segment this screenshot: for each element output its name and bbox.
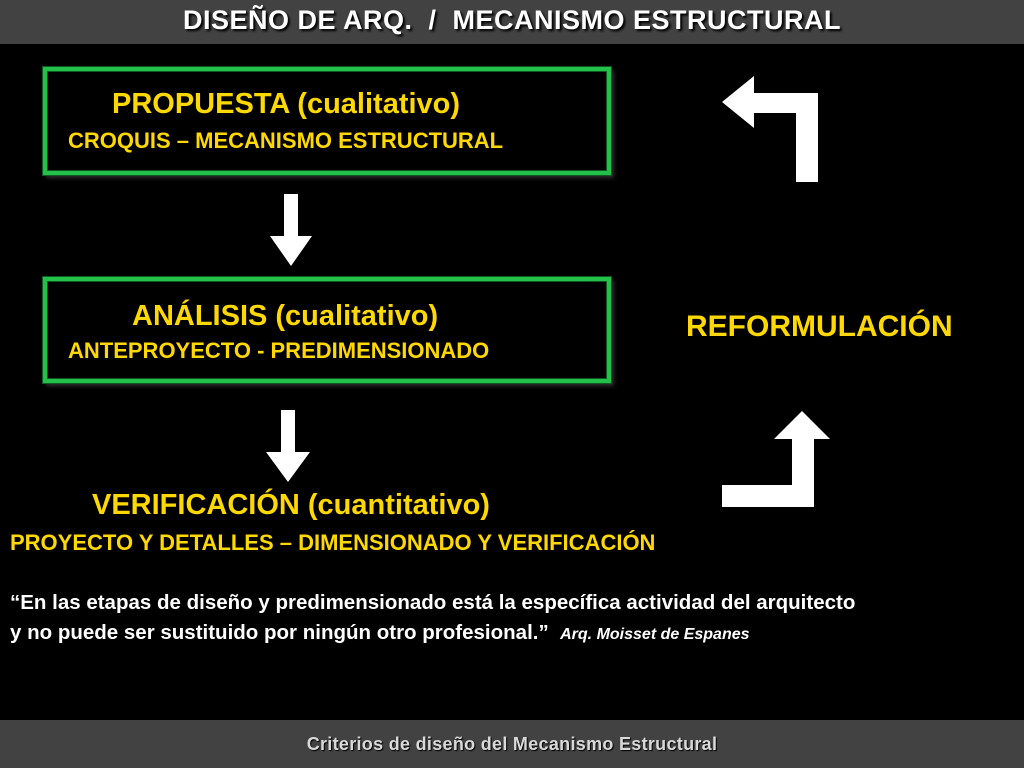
analisis-subtitle: ANTEPROYECTO - PREDIMENSIONADO — [68, 338, 490, 363]
analisis-title: ANÁLISIS (cualitativo) — [132, 300, 439, 332]
verificacion-title: VERIFICACIÓN (cuantitativo) — [92, 489, 490, 521]
quote-line-2-text: y no puede ser sustituido por ningún otro profesional.” — [10, 621, 549, 644]
verificacion-subtitle: PROYECTO Y DETALLES – DIMENSIONADO Y VERIFICACIÓN — [10, 530, 656, 555]
quote-line-2 — [10, 618, 1024, 650]
arrow-turn-left-up-icon — [722, 76, 818, 182]
propuesta-title: PROPUESTA (cualitativo) — [112, 88, 461, 120]
reformulacion-label: REFORMULACIÓN — [686, 310, 953, 343]
arrow-down-icon — [266, 410, 310, 482]
footer-text: Criterios de diseño del Mecanismo Estructural — [306, 733, 718, 754]
arrow-down-icon — [270, 194, 312, 266]
header-bar — [0, 0, 1024, 44]
quote-line-1: “En las etapas de diseño y predimensionado está la específica actividad del arquitecto — [10, 591, 856, 614]
arrow-turn-right-up-icon — [722, 411, 830, 507]
propuesta-subtitle: CROQUIS – MECANISMO ESTRUCTURAL — [68, 128, 504, 153]
propuesta-box — [43, 67, 611, 175]
footer-bar — [0, 720, 1024, 768]
quote — [10, 588, 1024, 650]
quote-author: Arq. Moisset de Espanes — [560, 626, 750, 643]
slide-title: DISEÑO DE ARQ. / MECANISMO ESTRUCTURAL — [182, 4, 842, 35]
